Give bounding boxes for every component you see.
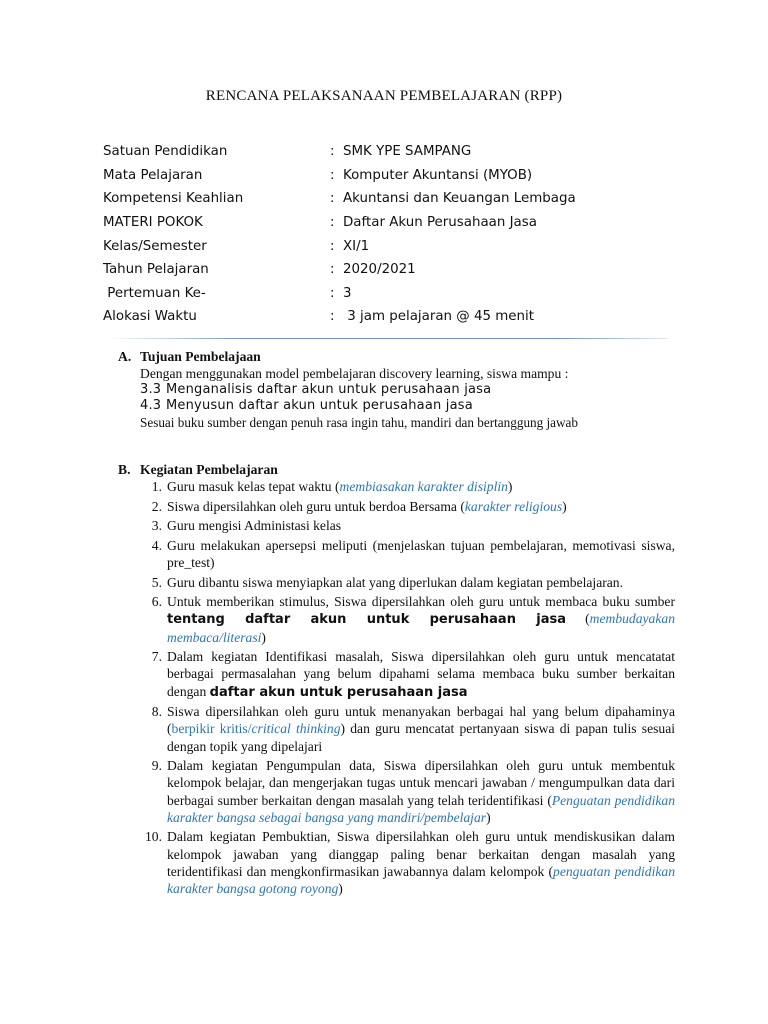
- list-item: [140, 593, 675, 646]
- section-tujuan: [118, 348, 675, 431]
- identity-value: 3 jam pelajaran @ 45 menit: [343, 309, 534, 325]
- section-body: [140, 365, 675, 431]
- list-item: [140, 828, 675, 897]
- item-text-main: Dalam kegiatan Pembuktian, Siswa dipersilahkan oleh guru untuk mendiskusikan dalam kelompok jawaban yang dianggap paling benar berkaitan dengan masalah yang teridentifikasi dan mengkonfirmasikan jawabannya dalam kelompok (: [167, 829, 675, 879]
- item-text: Guru dibantu siswa menyiapkan alat yang diperlukan dalam kegiatan pembelajaran.: [167, 574, 623, 590]
- identity-value: 3: [343, 285, 352, 301]
- list-item: [140, 703, 675, 755]
- item-emphasis: daftar akun untuk perusahaan jasa: [209, 684, 468, 700]
- identity-colon: :: [330, 215, 335, 231]
- list-item: [140, 648, 675, 701]
- identity-row: [103, 187, 703, 211]
- identity-value: SMK YPE SAMPANG: [343, 144, 472, 160]
- item-text: [167, 478, 675, 495]
- item-text-tail: ): [486, 809, 491, 825]
- activity-list: [140, 478, 675, 897]
- character-note: Penguatan pendidikan karakter bangsa sebagai bangsa yang mandiri/pembelajar: [167, 792, 675, 825]
- identity-label: Kelas/Semester: [103, 238, 207, 254]
- character-note: penguatan pendidikan karakter bangsa gotong royong: [167, 863, 675, 896]
- identity-colon: :: [330, 144, 335, 160]
- identity-value: XI/1: [343, 238, 370, 254]
- item-number: 3.: [151, 518, 162, 534]
- item-text: [167, 828, 675, 897]
- objective-number: 3.3: [140, 382, 162, 397]
- objective-text: Menganalisis daftar akun untuk perusahaan jasa: [166, 382, 492, 397]
- item-text-main: Dalam kegiatan Identifikasi masalah, Siswa dipersilahkan oleh guru untuk mencatatat berbagai permasalahan yang belum dipahami selama membaca buku sumber berkaitan dengan: [167, 649, 675, 699]
- item-text: [167, 703, 675, 755]
- list-item: [140, 537, 675, 571]
- identity-label: Alokasi Waktu: [103, 309, 197, 325]
- identity-colon: :: [330, 262, 335, 278]
- item-text-mid: (: [565, 611, 590, 627]
- item-text-tail: ): [507, 479, 513, 494]
- character-note: membudayakan membaca/literasi: [167, 611, 675, 645]
- item-text-main: Guru masuk kelas tepat waktu (: [167, 479, 340, 494]
- character-note: membiasakan karakter disiplin: [339, 479, 508, 494]
- item-text-tail: ): [562, 498, 567, 514]
- item-text: [167, 593, 675, 646]
- item-number: 8.: [151, 704, 162, 720]
- objective-item: [140, 398, 675, 414]
- item-number: 9.: [151, 758, 162, 774]
- identity-row: [103, 305, 703, 329]
- character-note: karakter religious: [464, 498, 563, 514]
- section-letter: B.: [118, 462, 131, 477]
- item-number: 6.: [151, 594, 162, 610]
- identity-colon: :: [330, 285, 335, 301]
- list-item: [140, 574, 675, 591]
- identity-label: Satuan Pendidikan: [103, 144, 228, 160]
- identity-row: [103, 140, 703, 164]
- item-text: Guru mengisi Administasi kelas: [167, 518, 342, 534]
- document-title: RENCANA PELAKSANAAN PEMBELAJARAN (RPP): [205, 88, 563, 104]
- item-number: 1.: [151, 479, 162, 494]
- identity-colon: :: [330, 309, 335, 325]
- item-text-main: Dalam kegiatan Pengumpulan data, Siswa dipersilahkan oleh guru untuk membentuk kelompok belajar, dan mengerjakan tugas untuk mencari jawaban / mengumpulkan data dari berbagai sumber berkaitan dengan masalah yang telah teridentifikasi (: [167, 758, 675, 808]
- identity-colon: :: [330, 238, 335, 254]
- item-text: [167, 757, 675, 826]
- item-text-tail: ): [338, 880, 343, 896]
- item-text: Guru melakukan apersepsi meliputi (menjelaskan tujuan pembelajaran, memotivasi siswa, pre_test): [167, 537, 675, 570]
- section-heading: [118, 348, 675, 365]
- item-text-tail: ): [261, 629, 266, 645]
- identity-label: Mata Pelajaran: [103, 167, 203, 183]
- identity-value: Akuntansi dan Keuangan Lembaga: [343, 191, 576, 207]
- identity-value: 2020/2021: [343, 262, 416, 278]
- item-number: 2.: [151, 498, 162, 514]
- horizontal-divider: [108, 338, 668, 339]
- section-intro: Dengan menggunakan model pembelajaran discovery learning, siswa mampu :: [140, 366, 569, 381]
- list-item: [140, 757, 675, 826]
- section-heading-text: Kegiatan Pembelajaran: [140, 462, 278, 477]
- item-emphasis: tentang daftar akun untuk perusahaan jasa: [167, 612, 566, 628]
- item-text: [167, 498, 675, 515]
- identity-row: [103, 211, 703, 235]
- identity-label: MATERI POKOK: [103, 215, 203, 231]
- identity-row: [103, 234, 703, 258]
- identity-value: Komputer Akuntansi (MYOB): [343, 167, 533, 183]
- character-note: berpikir kritis/: [171, 721, 252, 737]
- item-number: 7.: [151, 649, 162, 665]
- section-closing: Sesuai buku sumber dengan penuh rasa ingin tahu, mandiri dan bertanggung jawab: [140, 415, 579, 430]
- identity-label: Tahun Pelajaran: [103, 262, 209, 278]
- identity-row: [103, 258, 703, 282]
- item-text-tail: ) dan guru mencatat pertanyaan siswa di papan tulis sesuai dengan topik yang dipelajari: [167, 721, 676, 754]
- list-item: [140, 478, 675, 495]
- section-kegiatan: [118, 461, 675, 900]
- identity-label: Pertemuan Ke-: [103, 285, 206, 301]
- identity-row: [103, 282, 703, 306]
- identity-table: [103, 140, 703, 329]
- identity-row: [103, 164, 703, 188]
- character-note-italic: critical thinking: [251, 721, 341, 737]
- identity-value: Daftar Akun Perusahaan Jasa: [343, 215, 537, 231]
- item-text: [167, 648, 675, 701]
- item-number: 5.: [151, 574, 162, 590]
- objective-text: Menyusun daftar akun untuk perusahaan jasa: [166, 398, 473, 413]
- identity-colon: :: [330, 167, 335, 183]
- item-text-main: Siswa dipersilahkan oleh guru untuk menanyakan berbagai hal yang belum dipahaminya (: [167, 704, 675, 737]
- section-heading: [118, 461, 675, 478]
- item-text-main: Siswa dipersilahkan oleh guru untuk berdoa Bersama (: [167, 498, 465, 514]
- section-letter: A.: [118, 349, 132, 364]
- item-number: 4.: [151, 537, 162, 553]
- section-heading-text: Tujuan Pembelajaan: [140, 349, 261, 364]
- identity-label: Kompetensi Keahlian: [103, 191, 244, 207]
- list-item: [140, 498, 675, 515]
- objective-number: 4.3: [140, 398, 162, 413]
- identity-colon: :: [330, 191, 335, 207]
- item-text-main: Untuk memberikan stimulus, Siswa dipersilahkan oleh guru untuk membaca buku sumber: [167, 594, 675, 610]
- item-number: 10.: [145, 829, 162, 845]
- objective-item: [140, 382, 675, 398]
- list-item: [140, 517, 675, 534]
